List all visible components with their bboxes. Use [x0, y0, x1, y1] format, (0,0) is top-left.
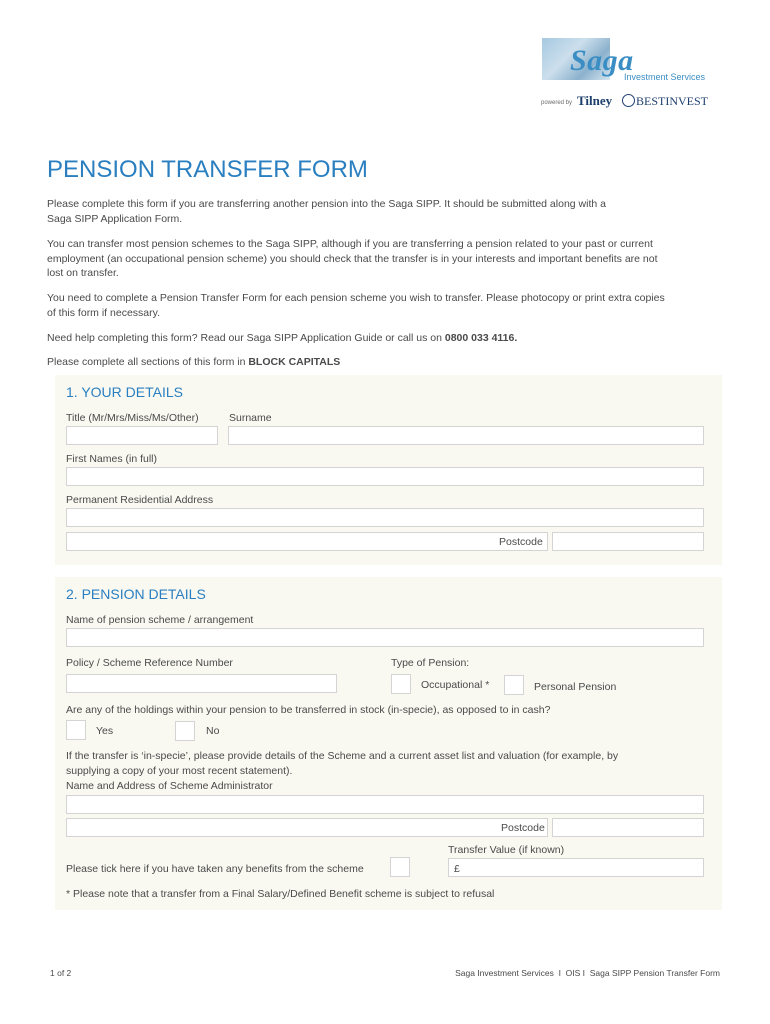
- page-number: 1 of 2: [50, 968, 72, 978]
- address-input-line-2[interactable]: [66, 532, 548, 551]
- final-salary-note: * Please note that a transfer from a Final Salary/Defined Benefit scheme is subject to refusal: [66, 888, 495, 900]
- footer-document-info: Saga Investment Services I OIS I Saga SIPP Pension Transfer Form: [455, 968, 720, 978]
- policy-reference-input[interactable]: [66, 674, 337, 693]
- benefits-taken-label: Please tick here if you have taken any benefits from the scheme: [66, 863, 364, 875]
- administrator-input-line-1[interactable]: [66, 795, 704, 814]
- saga-logo-word: Saga: [570, 44, 634, 77]
- bestinvest-emblem-icon: [622, 94, 635, 107]
- transfer-value-label: Transfer Value (if known): [448, 844, 565, 856]
- surname-input[interactable]: [228, 426, 704, 445]
- intro-paragraph-2: [47, 237, 707, 281]
- address-input-line-1[interactable]: [66, 508, 704, 527]
- administrator-postcode-label: Postcode: [501, 822, 545, 834]
- in-specie-yes-checkbox[interactable]: [66, 720, 86, 740]
- transfer-value-input[interactable]: [448, 858, 704, 877]
- surname-label: Surname: [229, 412, 272, 424]
- title-label: Title (Mr/Mrs/Miss/Ms/Other): [66, 412, 199, 424]
- in-specie-no-checkbox[interactable]: [175, 721, 195, 741]
- intro-p1-line1: Please complete this form if you are transferring another pension into the Saga SIPP. It should be submitted along with a: [47, 198, 606, 210]
- postcode-label: Postcode: [499, 536, 543, 548]
- administrator-label: Name and Address of Scheme Administrator: [66, 780, 273, 792]
- block-capitals-text: Please complete all sections of this form in: [47, 356, 249, 368]
- occupational-label: Occupational *: [421, 679, 490, 691]
- in-specie-no-label: No: [206, 725, 220, 737]
- in-specie-note-line-2: supplying a copy of your most recent statement).: [66, 765, 293, 777]
- intro-p3-line2: of this form if necessary.: [47, 306, 161, 319]
- first-names-label: First Names (in full): [66, 453, 158, 465]
- pension-type-label: Type of Pension:: [391, 657, 470, 669]
- intro-p1-line2: Saga SIPP Application Form.: [47, 212, 183, 225]
- scheme-name-label: Name of pension scheme / arrangement: [66, 614, 254, 626]
- bestinvest-logo: BESTINVEST: [636, 94, 708, 108]
- intro-p2-line2: employment (an occupational pension scheme) you should check that the transfer is in your interests and important benefits are not: [47, 252, 658, 265]
- section-2-heading: 2. PENSION DETAILS: [66, 586, 206, 602]
- in-specie-yes-label: Yes: [96, 725, 114, 737]
- scheme-name-input[interactable]: [66, 628, 704, 647]
- help-text: Need help completing this form? Read our Saga SIPP Application Guide or call us on: [47, 332, 445, 344]
- saga-logo-subtitle: Investment Services: [624, 72, 706, 82]
- intro-paragraph-3: [47, 291, 707, 320]
- section-1-heading: 1. YOUR DETAILS: [66, 384, 183, 400]
- benefits-taken-checkbox[interactable]: [390, 857, 410, 877]
- intro-p2-line3: lost on transfer.: [47, 267, 119, 279]
- administrator-input-line-2[interactable]: [66, 818, 548, 837]
- address-label: Permanent Residential Address: [66, 494, 214, 506]
- page-title: PENSION TRANSFER FORM: [47, 156, 368, 183]
- help-phone-number: 0800 033 4116.: [444, 332, 518, 344]
- title-input[interactable]: [66, 426, 218, 445]
- in-specie-question: Are any of the holdings within your pension to be transferred in stock (in-specie), as opposed to in cash?: [66, 704, 551, 716]
- policy-reference-label: Policy / Scheme Reference Number: [66, 657, 233, 669]
- intro-paragraph-1: [47, 197, 707, 226]
- currency-symbol: £: [454, 863, 460, 875]
- first-names-input[interactable]: [66, 467, 704, 486]
- postcode-input[interactable]: [552, 532, 704, 551]
- help-paragraph: [47, 331, 707, 346]
- block-capitals-bold: BLOCK CAPITALS: [248, 356, 341, 368]
- intro-p3-line1: You need to complete a Pension Transfer Form for each pension scheme you wish to transfer. Please photocopy or print extra copies: [47, 292, 665, 304]
- administrator-postcode-input[interactable]: [552, 818, 704, 837]
- in-specie-note-line-1: If the transfer is ‘in-specie’, please provide details of the Scheme and a current asset list and valuation (for example, by: [66, 750, 619, 762]
- personal-pension-checkbox[interactable]: [504, 675, 524, 695]
- occupational-checkbox[interactable]: [391, 674, 411, 694]
- intro-p2-line1: You can transfer most pension schemes to the Saga SIPP, although if you are transferring a pension related to your past or current: [47, 238, 653, 250]
- powered-by-text: powered by: [541, 100, 573, 106]
- block-capitals-paragraph: [47, 355, 707, 370]
- personal-pension-label: Personal Pension: [534, 681, 617, 693]
- tilney-logo: Tilney: [577, 93, 613, 108]
